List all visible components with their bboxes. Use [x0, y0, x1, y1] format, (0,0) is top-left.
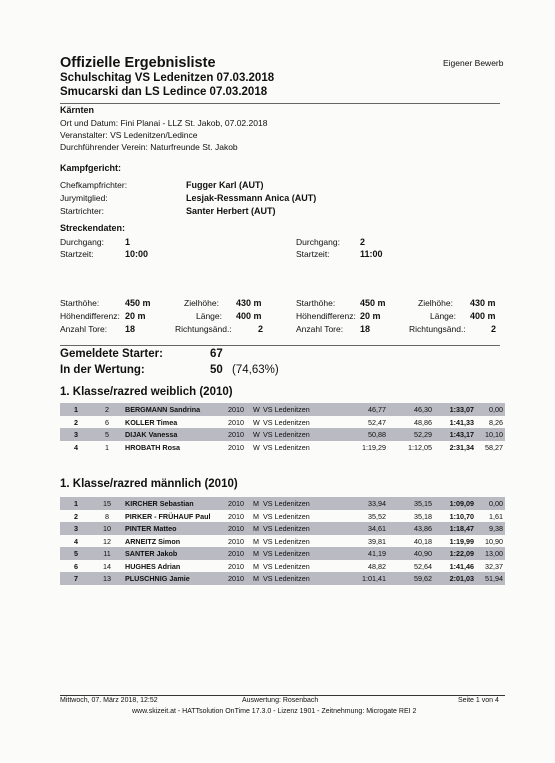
subtitle-slovene: Smucarski dan LS Ledince 07.03.2018 — [60, 86, 268, 98]
length: 400 m — [236, 311, 262, 321]
divider — [60, 345, 500, 346]
host-club: Durchführender Verein: Naturfreunde St. Jakob — [60, 142, 238, 152]
finish-height-label: Zielhöhe: — [184, 298, 219, 308]
organizer: Veranstalter: VS Ledenitzen/Ledince — [60, 130, 198, 140]
footer-date: Mittwoch, 07. März 2018, 12:52 — [60, 697, 158, 704]
ranked-label: In der Wertung: — [60, 364, 145, 376]
jury-value-chief: Fugger Karl (AUT) — [186, 180, 264, 190]
run2-value: 2 — [360, 237, 366, 247]
results-table-girls — [60, 403, 505, 453]
start-height-2: 450 m — [360, 298, 386, 308]
page-title: Offizielle Ergebnisliste — [60, 55, 216, 71]
footer-divider — [60, 695, 505, 696]
table-row: 3 5 DIJAK Vanessa 2010 W VS Ledenitzen 50,88 52,29 1:43,17 10,10 — [60, 428, 505, 441]
table-row: 1 2 BERGMANN Sandrina 2010 W VS Ledenitzen 46,77 46,30 1:33,07 0,00 — [60, 403, 505, 416]
jury-value-member: Lesjak-Ressmann Anica (AUT) — [186, 193, 317, 203]
jury-label-start: Startrichter: — [60, 206, 104, 216]
divider — [60, 103, 500, 104]
height-diff-label-2: Höhendifferenz: — [296, 311, 356, 321]
results-table-boys — [60, 497, 505, 585]
length-2: 400 m — [470, 311, 496, 321]
table-row: 2 6 KOLLER Timea 2010 W VS Ledenitzen 52,47 48,86 1:41,33 8,26 — [74, 417, 503, 427]
ranked-count: 50 — [210, 364, 223, 376]
height-diff: 20 m — [125, 311, 146, 321]
length-label-2: Länge: — [430, 311, 456, 321]
start-height-label-2: Starthöhe: — [296, 298, 336, 308]
header-right-label: Eigener Bewerb — [443, 58, 504, 68]
table-row: 7 13 PLUSCHNIG Jamie 2010 M VS Ledenitzen 1:01,41 59,62 2:01,03 51,94 — [60, 572, 505, 585]
table-row: 2 8 PIRKER - FRÜHAUF Paul 2010 M VS Ledenitzen 35,52 35,18 1:10,70 1,61 — [74, 511, 503, 521]
height-diff-label: Höhendifferenz: — [60, 311, 120, 321]
jury-label-member: Jurymitglied: — [60, 193, 108, 203]
jury-heading: Kampfgericht: — [60, 163, 122, 173]
footer-page: Seite 1 von 4 — [458, 697, 499, 704]
class-title-boys: 1. Klasse/razred männlich (2010) — [60, 478, 238, 490]
region: Kärnten — [60, 105, 95, 115]
ranked-percent: (74,63%) — [232, 364, 279, 376]
gates-label-2: Anzahl Tore: — [296, 324, 344, 334]
table-row: 4 1 HROBATH Rosa 2010 W VS Ledenitzen 1:19,29 1:12,05 2:31,34 58,27 — [74, 442, 503, 452]
length-label: Länge: — [196, 311, 222, 321]
gates-label: Anzahl Tore: — [60, 324, 108, 334]
jury-label-chief: Chefkampfrichter: — [60, 180, 128, 190]
finish-height-label-2: Zielhöhe: — [418, 298, 453, 308]
finish-height: 430 m — [236, 298, 262, 308]
turns-2: 2 — [491, 324, 497, 334]
table-row: 4 12 ARNEITZ Simon 2010 M VS Ledenitzen 39,81 40,18 1:19,99 10,90 — [74, 536, 503, 546]
class-title-girls: 1. Klasse/razred weiblich (2010) — [60, 386, 233, 398]
turns: 2 — [258, 324, 264, 334]
finish-height-2: 430 m — [470, 298, 496, 308]
run1-time-label: Startzeit: — [60, 249, 94, 259]
gates-2: 18 — [360, 324, 371, 334]
run2-label: Durchgang: — [296, 237, 340, 247]
start-height: 450 m — [125, 298, 151, 308]
course-heading: Streckendaten: — [60, 223, 126, 233]
table-row: 3 10 PINTER Matteo 2010 M VS Ledenitzen 34,61 43,86 1:18,47 9,38 — [60, 522, 505, 535]
run1-value: 1 — [125, 237, 131, 247]
footer-evaluation: Auswertung: Rosenbach — [242, 697, 319, 704]
turns-label: Richtungsänd.: — [175, 324, 232, 334]
start-height-label: Starthöhe: — [60, 298, 100, 308]
subtitle-german: Schulschitag VS Ledenitzen 07.03.2018 — [60, 72, 275, 84]
run2-time: 11:00 — [360, 249, 383, 259]
turns-label-2: Richtungsänd.: — [409, 324, 466, 334]
run2-time-label: Startzeit: — [296, 249, 330, 259]
table-row: 6 14 HUGHES Adrian 2010 M VS Ledenitzen 48,82 52,64 1:41,46 32,37 — [74, 561, 503, 571]
starters-count: 67 — [210, 348, 223, 360]
table-row: 5 11 SANTER Jakob 2010 M VS Ledenitzen 41,19 40,90 1:22,09 13,00 — [60, 547, 505, 560]
run1-label: Durchgang: — [60, 237, 104, 247]
table-row: 1 15 KIRCHER Sebastian 2010 M VS Ledenitzen 33,94 35,15 1:09,09 0,00 — [60, 497, 505, 510]
jury-value-start: Santer Herbert (AUT) — [186, 206, 276, 216]
run1-time: 10:00 — [125, 249, 149, 259]
height-diff-2: 20 m — [360, 311, 381, 321]
place-date: Ort und Datum: Fini Planai - LLZ St. Jakob, 07.02.2018 — [60, 118, 268, 128]
starters-label: Gemeldete Starter: — [60, 348, 163, 360]
footer-software: www.skizeit.at - HATTsolution OnTime 17.3.0 - Lizenz 1901 - Zeitnehmung: Microgate REI 2 — [132, 708, 417, 715]
gates: 18 — [125, 324, 136, 334]
